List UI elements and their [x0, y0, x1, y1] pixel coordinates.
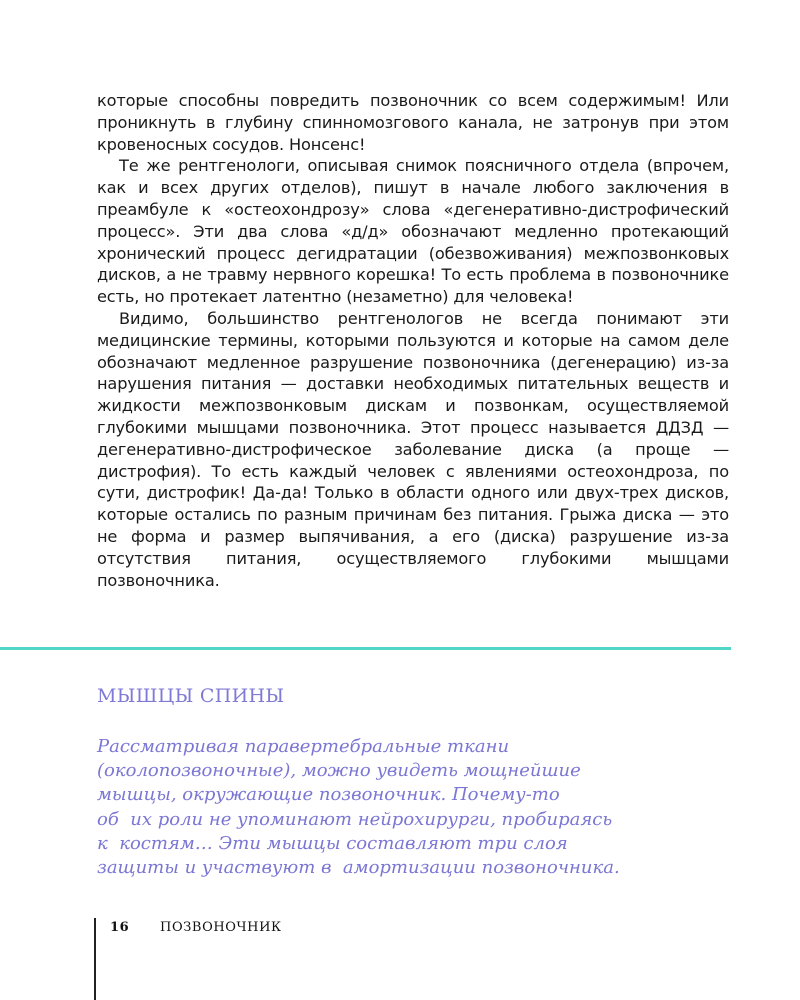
- paragraph-2: Те же рентгенологи, описывая снимок поясничного отдела (впрочем, как и всех других отделов), пишут в начале любого заключения в преамбуле к «остеохондрозу» слова «дегенеративно-дистрофический процесс». Эти два слова «д/д» обозначают медленно протекающий хронический процесс дегидратации (обезвоживания) межпозвонковых дисков, а не травму нервного корешка! То есть проблема в позвоночнике есть, но протекает латентно (незаметно) для человека!: [97, 156, 729, 307]
- intro-line-4: об их роли не упоминают нейрохирурги, пробираясь: [97, 808, 613, 830]
- paragraph-3: Видимо, большинство рентгенологов не всегда понимают эти медицинские термины, которыми пользуются и которые на самом деле обозначают медленное разрушение позвоночника (дегенерацию) из-за нарушения питания — доставки необходимых питательных веществ и жидкости межпозвонковым дискам и позвонкам, осуществляемой глубокими мышцами позвоночника. Этот процесс называется ДДЗД — дегенеративно-дистрофическое заболевание диска (а проще — дистрофия). То есть каждый человек с явлениями остеохондроза, по сути, дистрофик! Да-да! Только в области одного или двух-трех дисков, которые остались по разным причинам без питания. Грыжа диска — это не форма и размер выпячивания, а его (диска) разрушение из-за отсутствия питания, осуществляемого глубокими мышцами позвоночника.: [97, 308, 729, 590]
- intro-line-2: (околопозвоночные), можно увидеть мощнейшие: [97, 760, 581, 782]
- section-heading: МЫШЦЫ СПИНЫ: [97, 685, 285, 707]
- intro-line-1: Рассматривая паравертебральные ткани: [97, 736, 510, 757]
- section-divider: [0, 647, 731, 650]
- main-text: [97, 90, 729, 591]
- page-footer: [110, 920, 282, 935]
- intro-line-3: мышцы, окружающие позвоночник. Почему-то: [97, 784, 560, 806]
- page-number: 16: [110, 920, 130, 935]
- paragraph-1: которые способны повредить позвоночник со всем содержимым! Или проникнуть в глубину спинномозгового канала, не затронув при этом кровеносных сосудов. Нонсенс!: [97, 91, 729, 154]
- intro-line-5: к костям… Эти мышцы составляют три слоя: [97, 832, 568, 854]
- footer-rule: [94, 918, 96, 1000]
- intro-line-6: защиты и участвуют в амортизации позвоночника.: [97, 857, 620, 879]
- section-intro: [97, 735, 717, 880]
- running-title: ПОЗВОНОЧНИК: [160, 920, 282, 935]
